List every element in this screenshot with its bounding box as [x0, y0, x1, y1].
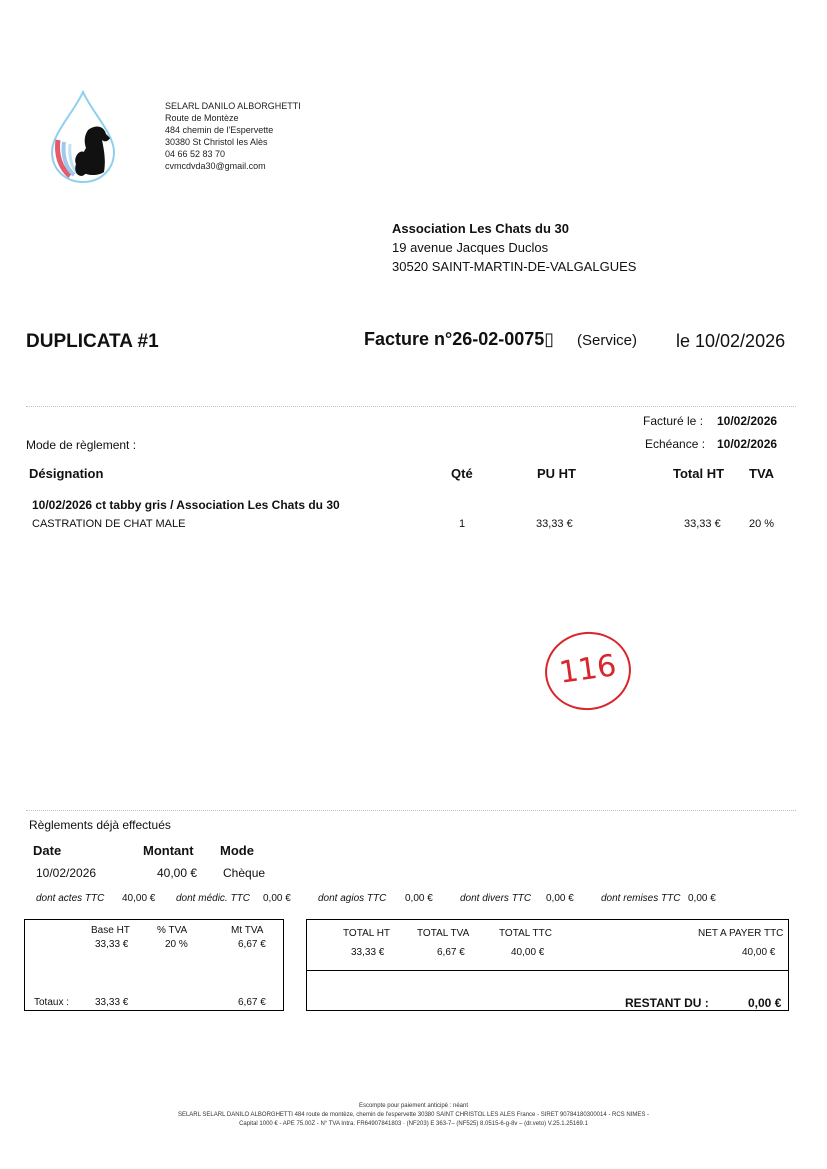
recipient-name: Association Les Chats du 30 [392, 221, 569, 236]
vat-totals-label: Totaux : [34, 997, 70, 1008]
invoiced-date: 10/02/2026 [717, 414, 778, 428]
recipient-line-2: 30520 SAINT-MARTIN-DE-VALGALGUES [392, 259, 637, 274]
vat-header-rate: % TVA [157, 925, 188, 936]
due-label: Echéance : [645, 437, 706, 451]
vat-header-amount: Mt TVA [231, 925, 264, 936]
actes-label: dont actes TTC [36, 893, 105, 904]
due-date: 10/02/2026 [717, 437, 778, 451]
sender-name: SELARL DANILO ALBORGHETTI [165, 101, 301, 111]
total-tva-label: TOTAL TVA [417, 928, 470, 939]
payment-date: 10/02/2026 [36, 866, 97, 880]
payments-col-mode: Mode [220, 843, 254, 858]
handwritten-number-stamp: 116 [540, 626, 636, 715]
divider [26, 406, 796, 407]
footer-line-3: Capital 1000 € - APE 75.00Z - N° TVA Intra. FR64907841803 · (NF203) E 363-7– (NF525) 8.0515-6-g-8v – (dr.veto) V.25.1.25169.1 [239, 1121, 588, 1127]
payment-amount: 40,00 € [157, 866, 198, 880]
footer-line-1: Escompte pour paiement anticipé : néant [358, 1103, 469, 1109]
duplicata-title: DUPLICATA #1 [26, 331, 159, 352]
vat-base: 33,33 € [95, 939, 129, 950]
col-designation: Désignation [29, 466, 104, 481]
sender-line-2: 484 chemin de l'Espervette [165, 125, 274, 135]
divers-value: 0,00 € [546, 893, 574, 904]
total-ht-value: 33,33 € [351, 947, 385, 958]
sender-address [165, 100, 365, 172]
invoice-type: (Service) [577, 332, 638, 349]
totals-divider [307, 970, 788, 971]
row-designation: CASTRATION DE CHAT MALE [32, 518, 186, 530]
total-ttc-label: TOTAL TTC [499, 928, 552, 939]
agios-value: 0,00 € [405, 893, 433, 904]
sender-phone: 04 66 52 83 70 [165, 149, 226, 159]
row-tva: 20 % [749, 518, 775, 530]
net-label: NET A PAYER TTC [698, 928, 784, 939]
remises-value: 0,00 € [688, 893, 716, 904]
recipient-address [392, 219, 636, 276]
col-tva: TVA [749, 466, 775, 481]
medic-value: 0,00 € [263, 893, 291, 904]
sender-line-1: Route de Montèze [165, 113, 239, 123]
invoiced-label: Facturé le : [643, 414, 704, 428]
divers-label: dont divers TTC [460, 893, 532, 904]
recipient-line-1: 19 avenue Jacques Duclos [392, 240, 549, 255]
row-qty: 1 [459, 518, 466, 530]
vat-amount: 6,67 € [238, 939, 266, 950]
sender-email: cvmcdvda30@gmail.com [165, 161, 266, 171]
footer-line-2: SELARL SELARL DANILO ALBORGHETTI 484 route de montèze, chemin de l'espervette 30380 SAINT CHRISTOL LES ALES France - SIRET 90784180300014 - RCS NIMES - [177, 1112, 650, 1118]
total-ht-label: TOTAL HT [343, 928, 391, 939]
restant-label: RESTANT DU : [625, 996, 709, 1010]
total-ttc-value: 40,00 € [511, 947, 545, 958]
agios-label: dont agios TTC [318, 893, 387, 904]
total-tva-value: 6,67 € [437, 947, 465, 958]
invoice-number: Facture n°26-02-0075▯ [364, 329, 555, 349]
vat-rate: 20 % [165, 939, 188, 950]
clinic-logo [44, 90, 122, 186]
payments-col-date: Date [33, 843, 62, 858]
vat-summary-box [24, 919, 284, 1011]
row-total-ht: 33,33 € [684, 518, 721, 530]
payments-title: Règlements déjà effectués [29, 818, 171, 832]
col-pu-ht: PU HT [537, 466, 576, 481]
medic-label: dont médic. TTC [176, 893, 250, 904]
payment-mode: Chèque [223, 866, 266, 880]
totals-box [306, 919, 789, 1011]
col-total-ht: Total HT [673, 466, 725, 481]
vat-totals-base: 33,33 € [95, 997, 129, 1008]
vat-totals-amount: 6,67 € [238, 997, 266, 1008]
payments-col-amount: Montant [143, 843, 194, 858]
actes-value: 40,00 € [122, 893, 156, 904]
remises-label: dont remises TTC [601, 893, 681, 904]
divider [26, 810, 796, 811]
col-qty: Qté [451, 466, 473, 481]
group-title: 10/02/2026 ct tabby gris / Association Les Chats du 30 [32, 498, 340, 512]
payment-mode-label: Mode de règlement : [26, 438, 137, 452]
sender-line-3: 30380 St Christol les Alès [165, 137, 268, 147]
vat-header-base: Base HT [91, 925, 130, 936]
row-pu-ht: 33,33 € [536, 518, 573, 530]
restant-value: 0,00 € [748, 996, 782, 1010]
invoice-date: le 10/02/2026 [676, 331, 786, 351]
net-value: 40,00 € [742, 947, 776, 958]
